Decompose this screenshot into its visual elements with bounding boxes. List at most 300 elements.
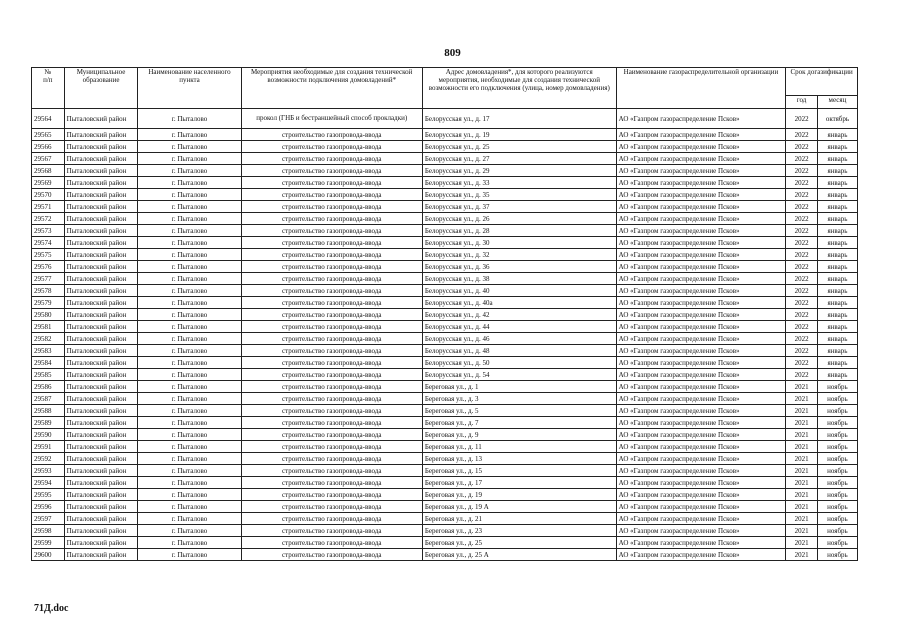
cell-num: 29587 xyxy=(32,393,65,405)
cell-address: Береговая ул., д. 11 xyxy=(422,441,616,453)
cell-settlement: г. Пыталово xyxy=(138,285,241,297)
cell-municipality: Пыталовский район xyxy=(64,189,138,201)
header-municipality: Муниципальное образование xyxy=(64,68,138,109)
cell-measures: строительство газопровода-ввода xyxy=(241,189,422,201)
cell-address: Береговая ул., д. 19 xyxy=(422,489,616,501)
cell-year: 2022 xyxy=(786,321,818,333)
cell-settlement: г. Пыталово xyxy=(138,321,241,333)
cell-month: январь xyxy=(817,321,857,333)
table-row xyxy=(32,213,858,225)
cell-num: 29600 xyxy=(32,549,65,561)
cell-measures: строительство газопровода-ввода xyxy=(241,225,422,237)
table-row xyxy=(32,465,858,477)
cell-org: АО «Газпром газораспределение Псков» xyxy=(616,165,786,177)
cell-address: Береговая ул., д. 21 xyxy=(422,513,616,525)
cell-measures: строительство газопровода-ввода xyxy=(241,249,422,261)
cell-num: 29576 xyxy=(32,261,65,273)
cell-month: январь xyxy=(817,357,857,369)
cell-year: 2022 xyxy=(786,333,818,345)
cell-measures: строительство газопровода-ввода xyxy=(241,273,422,285)
cell-settlement: г. Пыталово xyxy=(138,225,241,237)
cell-month: январь xyxy=(817,369,857,381)
cell-month: ноябрь xyxy=(817,537,857,549)
header-settlement: Наименование населенного пункта xyxy=(138,68,241,109)
cell-measures: строительство газопровода-ввода xyxy=(241,381,422,393)
cell-measures: строительство газопровода-ввода xyxy=(241,501,422,513)
cell-org: АО «Газпром газораспределение Псков» xyxy=(616,477,786,489)
cell-month: январь xyxy=(817,249,857,261)
cell-address: Белорусская ул., д. 36 xyxy=(422,261,616,273)
cell-settlement: г. Пыталово xyxy=(138,189,241,201)
cell-year: 2022 xyxy=(786,153,818,165)
cell-settlement: г. Пыталово xyxy=(138,489,241,501)
cell-month: ноябрь xyxy=(817,393,857,405)
cell-measures: строительство газопровода-ввода xyxy=(241,333,422,345)
cell-org: АО «Газпром газораспределение Псков» xyxy=(616,177,786,189)
cell-num: 29589 xyxy=(32,417,65,429)
table-row xyxy=(32,141,858,153)
cell-address: Береговая ул., д. 17 xyxy=(422,477,616,489)
cell-year: 2022 xyxy=(786,109,818,129)
cell-month: ноябрь xyxy=(817,549,857,561)
cell-num: 29566 xyxy=(32,141,65,153)
cell-num: 29577 xyxy=(32,273,65,285)
cell-num: 29568 xyxy=(32,165,65,177)
table-row xyxy=(32,453,858,465)
cell-measures: строительство газопровода-ввода xyxy=(241,369,422,381)
cell-settlement: г. Пыталово xyxy=(138,513,241,525)
cell-municipality: Пыталовский район xyxy=(64,249,138,261)
cell-num: 29570 xyxy=(32,189,65,201)
cell-measures: строительство газопровода-ввода xyxy=(241,549,422,561)
cell-address: Белорусская ул., д. 27 xyxy=(422,153,616,165)
cell-settlement: г. Пыталово xyxy=(138,525,241,537)
table-row xyxy=(32,201,858,213)
cell-address: Береговая ул., д. 13 xyxy=(422,453,616,465)
cell-month: ноябрь xyxy=(817,453,857,465)
cell-municipality: Пыталовский район xyxy=(64,237,138,249)
cell-year: 2021 xyxy=(786,465,818,477)
table-row xyxy=(32,285,858,297)
cell-measures: строительство газопровода-ввода xyxy=(241,177,422,189)
cell-settlement: г. Пыталово xyxy=(138,309,241,321)
header-month: месяц xyxy=(817,96,857,109)
cell-month: ноябрь xyxy=(817,513,857,525)
cell-municipality: Пыталовский район xyxy=(64,393,138,405)
cell-num: 29584 xyxy=(32,357,65,369)
footer-filename: 71Д.doc xyxy=(34,603,69,614)
cell-settlement: г. Пыталово xyxy=(138,345,241,357)
cell-num: 29565 xyxy=(32,129,65,141)
cell-settlement: г. Пыталово xyxy=(138,237,241,249)
cell-measures: строительство газопровода-ввода xyxy=(241,237,422,249)
table-row xyxy=(32,333,858,345)
cell-measures: строительство газопровода-ввода xyxy=(241,309,422,321)
table-row xyxy=(32,429,858,441)
cell-settlement: г. Пыталово xyxy=(138,297,241,309)
cell-num: 29569 xyxy=(32,177,65,189)
cell-month: ноябрь xyxy=(817,417,857,429)
cell-org: АО «Газпром газораспределение Псков» xyxy=(616,333,786,345)
cell-org: АО «Газпром газораспределение Псков» xyxy=(616,297,786,309)
cell-measures: строительство газопровода-ввода xyxy=(241,345,422,357)
cell-settlement: г. Пыталово xyxy=(138,501,241,513)
cell-month: январь xyxy=(817,273,857,285)
cell-month: ноябрь xyxy=(817,441,857,453)
cell-num: 29581 xyxy=(32,321,65,333)
cell-settlement: г. Пыталово xyxy=(138,549,241,561)
cell-measures: строительство газопровода-ввода xyxy=(241,321,422,333)
cell-municipality: Пыталовский район xyxy=(64,213,138,225)
cell-address: Белорусская ул., д. 38 xyxy=(422,273,616,285)
cell-measures: строительство газопровода-ввода xyxy=(241,297,422,309)
cell-month: январь xyxy=(817,141,857,153)
cell-year: 2022 xyxy=(786,213,818,225)
cell-num: 29564 xyxy=(32,109,65,129)
table-body xyxy=(32,109,858,561)
cell-municipality: Пыталовский район xyxy=(64,369,138,381)
cell-year: 2021 xyxy=(786,501,818,513)
cell-org: АО «Газпром газораспределение Псков» xyxy=(616,273,786,285)
cell-num: 29575 xyxy=(32,249,65,261)
cell-year: 2022 xyxy=(786,201,818,213)
cell-municipality: Пыталовский район xyxy=(64,381,138,393)
cell-measures: строительство газопровода-ввода xyxy=(241,129,422,141)
cell-municipality: Пыталовский район xyxy=(64,129,138,141)
cell-year: 2022 xyxy=(786,129,818,141)
cell-num: 29573 xyxy=(32,225,65,237)
cell-org: АО «Газпром газораспределение Псков» xyxy=(616,153,786,165)
cell-settlement: г. Пыталово xyxy=(138,129,241,141)
cell-measures: строительство газопровода-ввода xyxy=(241,165,422,177)
cell-municipality: Пыталовский район xyxy=(64,165,138,177)
cell-address: Белорусская ул., д. 26 xyxy=(422,213,616,225)
table-row xyxy=(32,153,858,165)
cell-year: 2021 xyxy=(786,381,818,393)
cell-org: АО «Газпром газораспределение Псков» xyxy=(616,261,786,273)
cell-municipality: Пыталовский район xyxy=(64,489,138,501)
table-row xyxy=(32,345,858,357)
cell-measures: строительство газопровода-ввода xyxy=(241,477,422,489)
cell-municipality: Пыталовский район xyxy=(64,417,138,429)
cell-month: январь xyxy=(817,177,857,189)
cell-month: ноябрь xyxy=(817,477,857,489)
cell-month: январь xyxy=(817,189,857,201)
table-row xyxy=(32,177,858,189)
cell-month: январь xyxy=(817,309,857,321)
cell-num: 29571 xyxy=(32,201,65,213)
cell-address: Белорусская ул., д. 25 xyxy=(422,141,616,153)
cell-org: АО «Газпром газораспределение Псков» xyxy=(616,357,786,369)
cell-municipality: Пыталовский район xyxy=(64,441,138,453)
cell-year: 2021 xyxy=(786,417,818,429)
table-row xyxy=(32,537,858,549)
cell-year: 2022 xyxy=(786,189,818,201)
cell-org: АО «Газпром газораспределение Псков» xyxy=(616,393,786,405)
cell-municipality: Пыталовский район xyxy=(64,549,138,561)
cell-settlement: г. Пыталово xyxy=(138,369,241,381)
cell-settlement: г. Пыталово xyxy=(138,357,241,369)
cell-settlement: г. Пыталово xyxy=(138,273,241,285)
cell-year: 2021 xyxy=(786,429,818,441)
cell-settlement: г. Пыталово xyxy=(138,405,241,417)
cell-address: Белорусская ул., д. 42 xyxy=(422,309,616,321)
cell-settlement: г. Пыталово xyxy=(138,381,241,393)
cell-org: АО «Газпром газораспределение Псков» xyxy=(616,501,786,513)
table-row xyxy=(32,441,858,453)
cell-month: ноябрь xyxy=(817,405,857,417)
header-year: год xyxy=(786,96,818,109)
cell-year: 2022 xyxy=(786,273,818,285)
table-row xyxy=(32,309,858,321)
cell-month: январь xyxy=(817,237,857,249)
cell-address: Белорусская ул., д. 33 xyxy=(422,177,616,189)
table-row xyxy=(32,321,858,333)
cell-municipality: Пыталовский район xyxy=(64,501,138,513)
cell-month: январь xyxy=(817,225,857,237)
cell-address: Белорусская ул., д. 46 xyxy=(422,333,616,345)
cell-municipality: Пыталовский район xyxy=(64,537,138,549)
cell-month: ноябрь xyxy=(817,381,857,393)
cell-address: Береговая ул., д. 5 xyxy=(422,405,616,417)
cell-num: 29574 xyxy=(32,237,65,249)
cell-month: январь xyxy=(817,129,857,141)
cell-settlement: г. Пыталово xyxy=(138,465,241,477)
cell-num: 29591 xyxy=(32,441,65,453)
cell-measures: строительство газопровода-ввода xyxy=(241,285,422,297)
table-row xyxy=(32,297,858,309)
cell-measures: строительство газопровода-ввода xyxy=(241,429,422,441)
cell-num: 29597 xyxy=(32,513,65,525)
cell-month: ноябрь xyxy=(817,525,857,537)
cell-settlement: г. Пыталово xyxy=(138,109,241,129)
table-row xyxy=(32,165,858,177)
cell-year: 2021 xyxy=(786,513,818,525)
cell-settlement: г. Пыталово xyxy=(138,417,241,429)
cell-settlement: г. Пыталово xyxy=(138,201,241,213)
cell-year: 2022 xyxy=(786,237,818,249)
cell-measures: строительство газопровода-ввода xyxy=(241,525,422,537)
cell-org: АО «Газпром газораспределение Псков» xyxy=(616,213,786,225)
table-row xyxy=(32,417,858,429)
cell-municipality: Пыталовский район xyxy=(64,477,138,489)
cell-settlement: г. Пыталово xyxy=(138,153,241,165)
cell-year: 2022 xyxy=(786,177,818,189)
cell-address: Белорусская ул., д. 28 xyxy=(422,225,616,237)
cell-settlement: г. Пыталово xyxy=(138,537,241,549)
cell-municipality: Пыталовский район xyxy=(64,141,138,153)
cell-org: АО «Газпром газораспределение Псков» xyxy=(616,525,786,537)
cell-org: АО «Газпром газораспределение Псков» xyxy=(616,225,786,237)
cell-municipality: Пыталовский район xyxy=(64,405,138,417)
cell-month: январь xyxy=(817,201,857,213)
cell-org: АО «Газпром газораспределение Псков» xyxy=(616,129,786,141)
header-org: Наименование газораспределительной организации xyxy=(616,68,786,109)
cell-municipality: Пыталовский район xyxy=(64,225,138,237)
cell-municipality: Пыталовский район xyxy=(64,153,138,165)
table-row xyxy=(32,273,858,285)
table-row xyxy=(32,109,858,129)
cell-num: 29585 xyxy=(32,369,65,381)
cell-settlement: г. Пыталово xyxy=(138,165,241,177)
cell-month: ноябрь xyxy=(817,489,857,501)
cell-num: 29595 xyxy=(32,489,65,501)
cell-year: 2021 xyxy=(786,441,818,453)
table-row xyxy=(32,393,858,405)
cell-municipality: Пыталовский район xyxy=(64,453,138,465)
cell-address: Белорусская ул., д. 50 xyxy=(422,357,616,369)
cell-org: АО «Газпром газораспределение Псков» xyxy=(616,441,786,453)
cell-address: Береговая ул., д. 25 А xyxy=(422,549,616,561)
cell-address: Береговая ул., д. 3 xyxy=(422,393,616,405)
table-row xyxy=(32,405,858,417)
cell-num: 29580 xyxy=(32,309,65,321)
cell-year: 2022 xyxy=(786,357,818,369)
cell-year: 2021 xyxy=(786,525,818,537)
cell-org: АО «Газпром газораспределение Псков» xyxy=(616,429,786,441)
cell-year: 2022 xyxy=(786,249,818,261)
cell-municipality: Пыталовский район xyxy=(64,261,138,273)
cell-municipality: Пыталовский район xyxy=(64,333,138,345)
header-measures: Мероприятия необходимые для создания технической возможности подключения домовладений* xyxy=(241,68,422,109)
cell-month: январь xyxy=(817,165,857,177)
table-row xyxy=(32,369,858,381)
cell-month: январь xyxy=(817,297,857,309)
cell-address: Береговая ул., д. 1 xyxy=(422,381,616,393)
cell-measures: строительство газопровода-ввода xyxy=(241,405,422,417)
cell-org: АО «Газпром газораспределение Псков» xyxy=(616,453,786,465)
gasification-table xyxy=(31,67,858,561)
cell-year: 2021 xyxy=(786,405,818,417)
cell-address: Белорусская ул., д. 44 xyxy=(422,321,616,333)
cell-measures: строительство газопровода-ввода xyxy=(241,513,422,525)
cell-address: Белорусская ул., д. 29 xyxy=(422,165,616,177)
table-row xyxy=(32,129,858,141)
header-term: Срок догазификации xyxy=(786,68,858,96)
cell-municipality: Пыталовский район xyxy=(64,345,138,357)
cell-month: январь xyxy=(817,261,857,273)
table-row xyxy=(32,381,858,393)
cell-settlement: г. Пыталово xyxy=(138,429,241,441)
cell-address: Белорусская ул., д. 54 xyxy=(422,369,616,381)
cell-year: 2022 xyxy=(786,297,818,309)
cell-num: 29593 xyxy=(32,465,65,477)
cell-municipality: Пыталовский район xyxy=(64,357,138,369)
cell-settlement: г. Пыталово xyxy=(138,261,241,273)
table-row xyxy=(32,249,858,261)
cell-municipality: Пыталовский район xyxy=(64,273,138,285)
cell-measures: строительство газопровода-ввода xyxy=(241,393,422,405)
cell-measures: строительство газопровода-ввода xyxy=(241,417,422,429)
cell-settlement: г. Пыталово xyxy=(138,141,241,153)
table-row xyxy=(32,189,858,201)
cell-year: 2021 xyxy=(786,537,818,549)
cell-year: 2021 xyxy=(786,477,818,489)
cell-measures: строительство газопровода-ввода xyxy=(241,537,422,549)
cell-settlement: г. Пыталово xyxy=(138,177,241,189)
cell-org: АО «Газпром газораспределение Псков» xyxy=(616,321,786,333)
cell-municipality: Пыталовский район xyxy=(64,201,138,213)
cell-municipality: Пыталовский район xyxy=(64,285,138,297)
cell-org: АО «Газпром газораспределение Псков» xyxy=(616,513,786,525)
cell-org: АО «Газпром газораспределение Псков» xyxy=(616,489,786,501)
table-row xyxy=(32,225,858,237)
table-row xyxy=(32,525,858,537)
cell-settlement: г. Пыталово xyxy=(138,441,241,453)
cell-month: ноябрь xyxy=(817,501,857,513)
cell-org: АО «Газпром газораспределение Псков» xyxy=(616,285,786,297)
cell-measures: прокол (ГНБ и бестраншейный способ прокладки) xyxy=(241,109,422,129)
cell-year: 2022 xyxy=(786,261,818,273)
cell-year: 2022 xyxy=(786,285,818,297)
table-row xyxy=(32,357,858,369)
cell-num: 29567 xyxy=(32,153,65,165)
cell-org: АО «Газпром газораспределение Псков» xyxy=(616,417,786,429)
cell-municipality: Пыталовский район xyxy=(64,465,138,477)
cell-org: АО «Газпром газораспределение Псков» xyxy=(616,369,786,381)
table-row xyxy=(32,477,858,489)
cell-org: АО «Газпром газораспределение Псков» xyxy=(616,237,786,249)
cell-num: 29578 xyxy=(32,285,65,297)
cell-year: 2021 xyxy=(786,489,818,501)
cell-year: 2021 xyxy=(786,549,818,561)
cell-address: Береговая ул., д. 23 xyxy=(422,525,616,537)
cell-address: Белорусская ул., д. 35 xyxy=(422,189,616,201)
cell-num: 29599 xyxy=(32,537,65,549)
cell-settlement: г. Пыталово xyxy=(138,453,241,465)
cell-org: АО «Газпром газораспределение Псков» xyxy=(616,345,786,357)
cell-org: АО «Газпром газораспределение Псков» xyxy=(616,309,786,321)
cell-address: Белорусская ул., д. 17 xyxy=(422,109,616,129)
cell-org: АО «Газпром газораспределение Псков» xyxy=(616,537,786,549)
table-row xyxy=(32,501,858,513)
cell-municipality: Пыталовский район xyxy=(64,177,138,189)
cell-settlement: г. Пыталово xyxy=(138,249,241,261)
cell-org: АО «Газпром газораспределение Псков» xyxy=(616,141,786,153)
cell-address: Белорусская ул., д. 48 xyxy=(422,345,616,357)
cell-org: АО «Газпром газораспределение Псков» xyxy=(616,109,786,129)
cell-year: 2022 xyxy=(786,165,818,177)
cell-org: АО «Газпром газораспределение Псков» xyxy=(616,549,786,561)
cell-measures: строительство газопровода-ввода xyxy=(241,141,422,153)
cell-num: 29582 xyxy=(32,333,65,345)
cell-address: Белорусская ул., д. 37 xyxy=(422,201,616,213)
cell-num: 29598 xyxy=(32,525,65,537)
cell-num: 29588 xyxy=(32,405,65,417)
cell-org: АО «Газпром газораспределение Псков» xyxy=(616,201,786,213)
cell-address: Белорусская ул., д. 19 xyxy=(422,129,616,141)
cell-measures: строительство газопровода-ввода xyxy=(241,213,422,225)
cell-municipality: Пыталовский район xyxy=(64,525,138,537)
cell-measures: строительство газопровода-ввода xyxy=(241,489,422,501)
cell-num: 29596 xyxy=(32,501,65,513)
cell-year: 2021 xyxy=(786,453,818,465)
page-number: 809 xyxy=(444,47,461,59)
cell-year: 2021 xyxy=(786,393,818,405)
cell-year: 2022 xyxy=(786,369,818,381)
cell-year: 2022 xyxy=(786,141,818,153)
cell-measures: строительство газопровода-ввода xyxy=(241,441,422,453)
cell-num: 29572 xyxy=(32,213,65,225)
cell-month: январь xyxy=(817,285,857,297)
cell-org: АО «Газпром газораспределение Псков» xyxy=(616,189,786,201)
cell-num: 29592 xyxy=(32,453,65,465)
header-address: Адрес домовладения*, для которого реализуются мероприятия, необходимые для создания технической возможности его подключения (улица, номер домовладения) xyxy=(422,68,616,109)
cell-settlement: г. Пыталово xyxy=(138,477,241,489)
cell-month: октябрь xyxy=(817,109,857,129)
cell-address: Береговая ул., д. 15 xyxy=(422,465,616,477)
cell-month: январь xyxy=(817,213,857,225)
